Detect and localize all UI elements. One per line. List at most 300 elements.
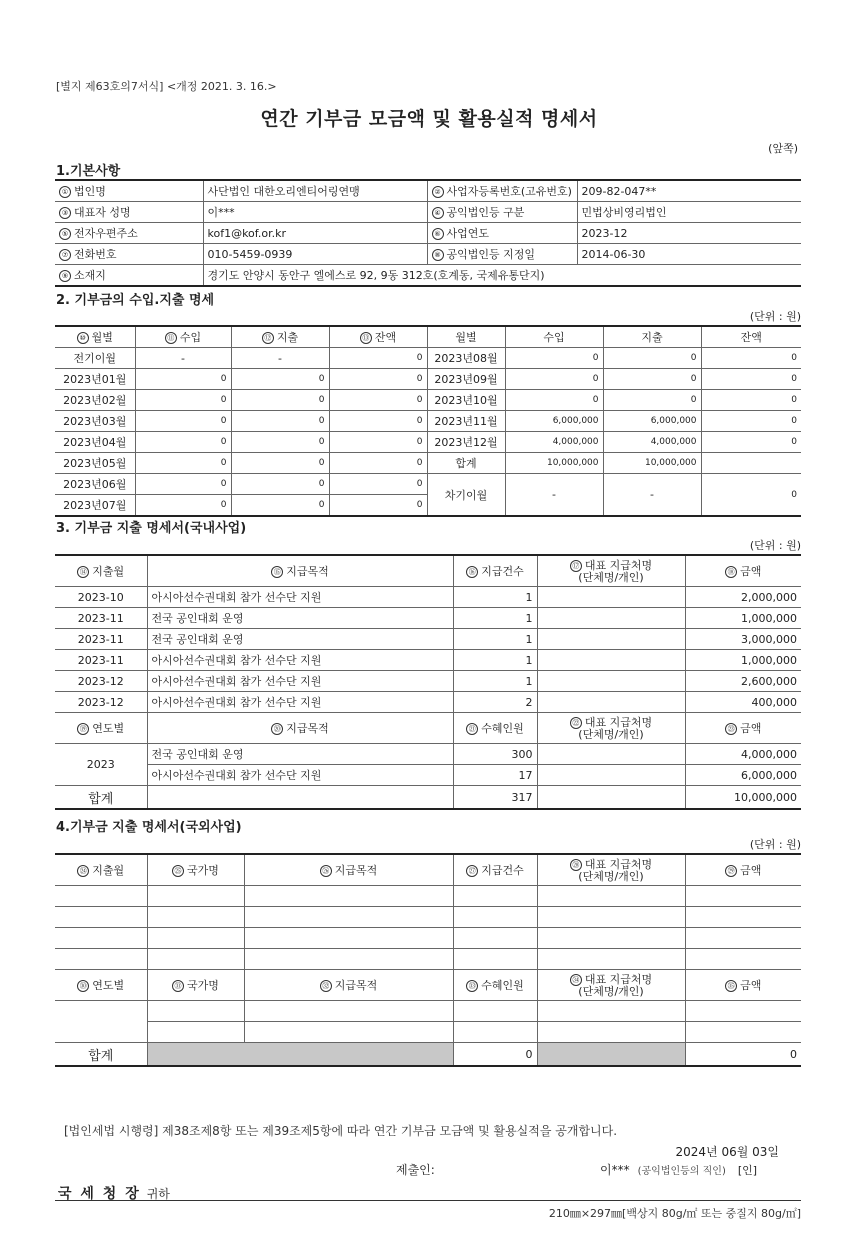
empty-cell [537,1022,685,1043]
expense-cell: 0 [231,432,329,453]
column-header [55,970,147,1001]
column-header-label: (단체명/개인) [578,984,644,998]
year-cell: 2023 [55,744,147,786]
section-basic-heading: 1.기본사항 [56,164,121,179]
month-cell: 전기이월 [55,348,135,369]
empty-cell [244,886,453,907]
domestic-total-row [55,786,801,810]
domestic-row [55,650,801,671]
month-cell: 2023-12 [55,692,147,713]
column-header [147,970,244,1001]
monthly-unit: (단위 : 원) [749,310,801,323]
income-cell: 0 [135,453,231,474]
item-number-badge: ㉘ [570,859,582,871]
column-header-label: 수혜인원 [481,979,524,992]
empty-cell [537,928,685,949]
field-value: 209-82-047** [577,180,801,202]
item-number-badge: ㉕ [172,865,184,877]
monthly-row [55,474,801,495]
purpose-cell: 아시아선수권대회 참가 선수단 지원 [147,671,453,692]
paper-spec: 210㎜×297㎜[백상지 80g/㎡ 또는 중질지 80g/㎡] [548,1207,801,1220]
column-header [55,326,135,348]
field-value: 2023-12 [577,223,801,244]
income-cell: 0 [135,390,231,411]
recipient-cell [537,608,685,629]
income-cell: - [505,474,603,517]
column-header-label: 지급건수 [481,864,524,877]
column-header-label: 지급건수 [481,565,524,578]
income-cell: 6,000,000 [505,411,603,432]
field-label [55,265,203,287]
header-line [542,572,681,583]
balance-cell: 0 [329,453,427,474]
balance-cell: 0 [329,474,427,495]
column-header [453,970,537,1001]
column-header [55,854,147,886]
column-header-label: 국가명 [187,979,219,992]
domestic-row [55,587,801,608]
field-label-text: 대표자 성명 [74,206,131,219]
item-number-badge: ⑬ [360,332,372,344]
expense-cell: 6,000,000 [603,411,701,432]
monthly-row [55,348,801,369]
month-cell: 2023년08월 [427,348,505,369]
column-header-label: 대표 지급처명 [584,558,653,572]
empty-cell [453,949,537,970]
income-cell: 0 [135,495,231,517]
amount-cell: 2,000,000 [685,587,801,608]
disabled-cell [537,1043,685,1067]
count-cell: 0 [453,1043,537,1067]
column-header [453,555,537,587]
field-label [427,223,577,244]
empty-cell [244,907,453,928]
income-cell: 0 [505,348,603,369]
item-number-badge: ㉒ [570,717,582,729]
column-header [537,970,685,1001]
balance-cell: 0 [701,390,801,411]
submitter-name: 이*** [600,1163,630,1177]
expense-cell: 0 [603,390,701,411]
amount-cell: 1,000,000 [685,608,801,629]
submitter-note: (공익법인등의 직인) [637,1166,726,1177]
month-cell: 2023년07월 [55,495,135,517]
column-header [55,555,147,587]
column-header: 수입 [505,326,603,348]
purpose-cell: 아시아선수권대회 참가 선수단 지원 [147,692,453,713]
balance-cell: 0 [329,390,427,411]
recipient-cell [537,629,685,650]
item-number-badge: ⑩ [77,332,89,344]
column-header-label: 연도별 [92,979,125,992]
income-cell: 0 [505,369,603,390]
item-number-badge: ⑰ [570,560,582,572]
empty-cell [147,949,244,970]
amount-cell: 0 [685,1043,801,1067]
empty-cell [244,949,453,970]
item-number-badge: ㉖ [320,865,332,877]
domestic-row [55,608,801,629]
expense-cell: 0 [231,390,329,411]
document-title: 연간 기부금 모금액 및 활용실적 명세서 [260,108,598,130]
empty-cell [147,886,244,907]
field-value: 010-5459-0939 [203,244,427,265]
item-number-badge: ㉟ [725,980,737,992]
empty-cell [537,886,685,907]
field-label-text: 공익법인등 구분 [446,206,525,219]
month-cell: 2023-11 [55,629,147,650]
month-cell: 2023년12월 [427,432,505,453]
item-number-badge: ㉞ [570,974,582,986]
legal-statement: [법인세법 시행령] 제38조제8항 또는 제39조제5항에 따라 연간 기부금 모금액 및 활용실적을 공개합니다. [64,1124,618,1138]
column-header-label: 지급목적 [286,722,329,735]
month-cell: 2023-11 [55,650,147,671]
field-label-text: 공익법인등 지정일 [446,248,536,261]
expense-cell: - [231,348,329,369]
empty-cell [537,1001,685,1022]
amount-cell: 400,000 [685,692,801,713]
field-label-text: 전자우편주소 [74,227,138,240]
amount-cell: 3,000,000 [685,629,801,650]
header-line [542,729,681,740]
month-cell: 2023-12 [55,671,147,692]
empty-cell [685,907,801,928]
empty-cell [147,1022,244,1043]
column-header [685,970,801,1001]
seal-mark: [인] [737,1164,758,1177]
empty-cell [147,1001,244,1022]
foreign-unit: (단위 : 원) [749,838,801,851]
item-number-badge: ⑭ [77,566,89,578]
field-label [55,223,203,244]
basic-info-row [55,180,801,202]
month-cell: 2023년05월 [55,453,135,474]
empty-cell [685,949,801,970]
item-number-badge: ⑪ [165,332,177,344]
item-number-badge: ⑥ [432,228,444,240]
field-label [55,180,203,202]
purpose-cell: 아시아선수권대회 참가 선수단 지원 [147,765,453,786]
empty-cell [453,928,537,949]
purpose-cell: 전국 공인대회 운영 [147,744,453,765]
balance-cell: 0 [701,348,801,369]
column-header-label: 금액 [740,864,762,877]
item-number-badge: ㉝ [466,980,478,992]
empty-cell [244,1022,453,1043]
recipient-cell [537,765,685,786]
basic-info-table [55,179,801,287]
income-cell: 0 [505,390,603,411]
domestic-year-row [55,765,801,786]
column-header: 지출 [603,326,701,348]
income-cell: 0 [135,369,231,390]
recipient-cell [537,786,685,810]
amount-cell: 2,600,000 [685,671,801,692]
empty-cell [55,886,147,907]
income-cell: 0 [135,432,231,453]
section-domestic-heading: 3. 기부금 지출 명세서(국내사업) [56,521,247,536]
item-number-badge: ㉑ [466,723,478,735]
balance-cell: 0 [701,474,801,517]
domestic-row [55,692,801,713]
domestic-unit: (단위 : 원) [749,539,801,552]
field-label-text: 사업연도 [446,227,490,240]
basic-info-row [55,244,801,265]
balance-cell: 0 [329,369,427,390]
item-number-badge: ⑮ [271,566,283,578]
column-header: 월별 [427,326,505,348]
foreign-header-row [55,854,801,886]
expense-cell: 0 [231,369,329,390]
domestic-row [55,671,801,692]
item-number-badge: ① [59,186,71,198]
expense-cell: 0 [231,474,329,495]
count-cell: 17 [453,765,537,786]
field-value: 이*** [203,202,427,223]
balance-cell: 0 [329,348,427,369]
foreign-empty-row [55,886,801,907]
column-header [537,713,685,744]
month-cell: 2023년02월 [55,390,135,411]
total-label: 합계 [55,786,147,810]
count-cell: 1 [453,671,537,692]
item-number-badge: ㉙ [725,865,737,877]
expense-cell: 0 [231,495,329,517]
monthly-row [55,432,801,453]
domestic-row [55,629,801,650]
balance-cell: 0 [329,432,427,453]
item-number-badge: ⑤ [59,228,71,240]
column-header: 잔액 [701,326,801,348]
year-cell [55,1001,147,1043]
foreign-header-row [55,970,801,1001]
recipient-cell [537,587,685,608]
count-cell: 1 [453,650,537,671]
amount-cell: 10,000,000 [685,786,801,810]
item-number-badge: ㉛ [172,980,184,992]
column-header-label: (단체명/개인) [578,570,644,584]
monthly-header-row [55,326,801,348]
empty-cell [685,886,801,907]
balance-cell: 0 [329,495,427,517]
field-label [55,244,203,265]
purpose-cell: 전국 공인대회 운영 [147,629,453,650]
side-note: (앞쪽) [768,142,798,155]
month-cell: 차기이월 [427,474,505,517]
field-label-text: 소재지 [74,269,106,282]
domestic-header-row [55,555,801,587]
recipient-suffix: 귀하 [146,1187,170,1201]
column-header-label: 수입 [179,331,202,344]
monthly-table [55,325,801,517]
empty-cell [147,907,244,928]
income-cell: 0 [135,474,231,495]
balance-cell: 0 [701,411,801,432]
balance-cell [701,453,801,474]
column-header-label: (단체명/개인) [578,869,644,883]
disabled-cell [147,1043,453,1067]
header-line [542,871,681,882]
empty-cell [537,949,685,970]
field-label [427,244,577,265]
item-number-badge: ⑫ [262,332,274,344]
item-number-badge: ⑨ [59,270,71,282]
foreign-empty-row [55,907,801,928]
balance-cell: 0 [701,432,801,453]
count-cell: 317 [453,786,537,810]
field-value: 민법상비영리법인 [577,202,801,223]
amount-cell: 4,000,000 [685,744,801,765]
empty-cell [453,886,537,907]
footer-divider [55,1200,801,1201]
column-header-label: 연도별 [92,722,125,735]
month-cell: 합계 [427,453,505,474]
column-header [453,854,537,886]
expense-cell: 0 [603,348,701,369]
count-cell: 2 [453,692,537,713]
foreign-empty-row [55,928,801,949]
item-number-badge: ③ [59,207,71,219]
column-header [453,713,537,744]
empty-cell [55,928,147,949]
column-header [231,326,329,348]
item-number-badge: ⑧ [432,249,444,261]
empty-cell [147,928,244,949]
column-header-label: 수혜인원 [481,722,524,735]
recipient-cell [537,671,685,692]
foreign-year-row [55,1022,801,1043]
expense-cell: 0 [603,369,701,390]
empty-cell [55,907,147,928]
column-header-label: (단체명/개인) [578,727,644,741]
income-cell: 0 [135,411,231,432]
domestic-table [55,554,801,810]
column-header [244,854,453,886]
balance-cell: 0 [701,369,801,390]
field-value: kof1@kof.or.kr [203,223,427,244]
domestic-year-row [55,744,801,765]
section-foreign-heading: 4.기부금 지출 명세서(국외사업) [56,820,242,835]
item-number-badge: ⑱ [725,566,737,578]
column-header-label: 대표 지급처명 [584,857,653,871]
basic-info-row [55,202,801,223]
empty-cell [685,1022,801,1043]
column-header-label: 금액 [740,722,762,735]
item-number-badge: ⑯ [466,566,478,578]
purpose-cell: 전국 공인대회 운영 [147,608,453,629]
column-header [135,326,231,348]
foreign-table [55,853,801,1067]
field-label-text: 법인명 [74,185,106,198]
empty-cell [55,949,147,970]
field-value: 2014-06-30 [577,244,801,265]
item-number-badge: ⑲ [77,723,89,735]
count-cell: 1 [453,587,537,608]
monthly-row [55,369,801,390]
field-label-text: 전화번호 [74,248,117,261]
column-header [537,854,685,886]
column-header-label: 지출월 [92,864,125,877]
balance-cell: 0 [329,411,427,432]
field-value: 사단법인 대한오리엔티어링연맹 [203,180,427,202]
income-cell: 4,000,000 [505,432,603,453]
recipient-cell [537,692,685,713]
column-header-label: 잔액 [374,331,397,344]
field-label [427,180,577,202]
count-cell: 1 [453,608,537,629]
item-number-badge: ⑦ [59,249,71,261]
item-number-badge: ㉜ [320,980,332,992]
amount-cell: 1,000,000 [685,650,801,671]
column-header-label: 지급목적 [334,864,378,877]
total-label: 합계 [55,1043,147,1067]
empty-cell [244,928,453,949]
submitter-label: 제출인: [396,1163,435,1177]
item-number-badge: ㉗ [466,865,478,877]
field-label [427,202,577,223]
form-number: [별지 제63호의7서식] <개정 2021. 3. 16.> [56,80,277,93]
month-cell: 2023년11월 [427,411,505,432]
item-number-badge: ㉔ [77,865,89,877]
column-header [685,854,801,886]
month-cell: 2023년10월 [427,390,505,411]
month-cell: 2023년09월 [427,369,505,390]
basic-info-row [55,223,801,244]
column-header-label: 지출월 [92,565,125,578]
column-header-label: 금액 [740,565,762,578]
empty-cell [685,1001,801,1022]
address-value: 경기도 안양시 동안구 엘에스로 92, 9동 312호(호계동, 국제유통단지) [203,265,801,287]
month-cell: 2023년04월 [55,432,135,453]
item-number-badge: ⑳ [271,723,283,735]
header-line [542,986,681,997]
submission-date: 2024년 06월 03일 [675,1145,779,1159]
expense-cell: 0 [231,453,329,474]
recipient-name: 국 세 청 장 [58,1186,141,1202]
column-header-label: 지급목적 [286,565,329,578]
column-header-label: 월별 [91,331,113,344]
foreign-total-row [55,1043,801,1067]
column-header-label: 국가명 [187,864,219,877]
foreign-empty-row [55,949,801,970]
column-header-label: 금액 [740,979,762,992]
purpose-cell: 아시아선수권대회 참가 선수단 지원 [147,650,453,671]
empty-cell [453,1022,537,1043]
purpose-cell: 아시아선수권대회 참가 선수단 지원 [147,587,453,608]
expense-cell: 4,000,000 [603,432,701,453]
month-cell: 2023년03월 [55,411,135,432]
field-label [55,202,203,223]
month-cell: 2023-10 [55,587,147,608]
item-number-badge: ㉚ [77,980,89,992]
expense-cell: 10,000,000 [603,453,701,474]
submitter [600,1161,757,1178]
column-header [244,970,453,1001]
count-cell: 300 [453,744,537,765]
income-cell: - [135,348,231,369]
month-cell: 2023년01월 [55,369,135,390]
item-number-badge: ② [432,186,444,198]
column-header [329,326,427,348]
column-header-label: 대표 지급처명 [584,715,653,729]
column-header-label: 지급목적 [334,979,378,992]
column-header [685,713,801,744]
basic-info-row [55,265,801,287]
empty-cell [453,907,537,928]
column-header [537,555,685,587]
foreign-year-row [55,1001,801,1022]
empty-cell [537,907,685,928]
